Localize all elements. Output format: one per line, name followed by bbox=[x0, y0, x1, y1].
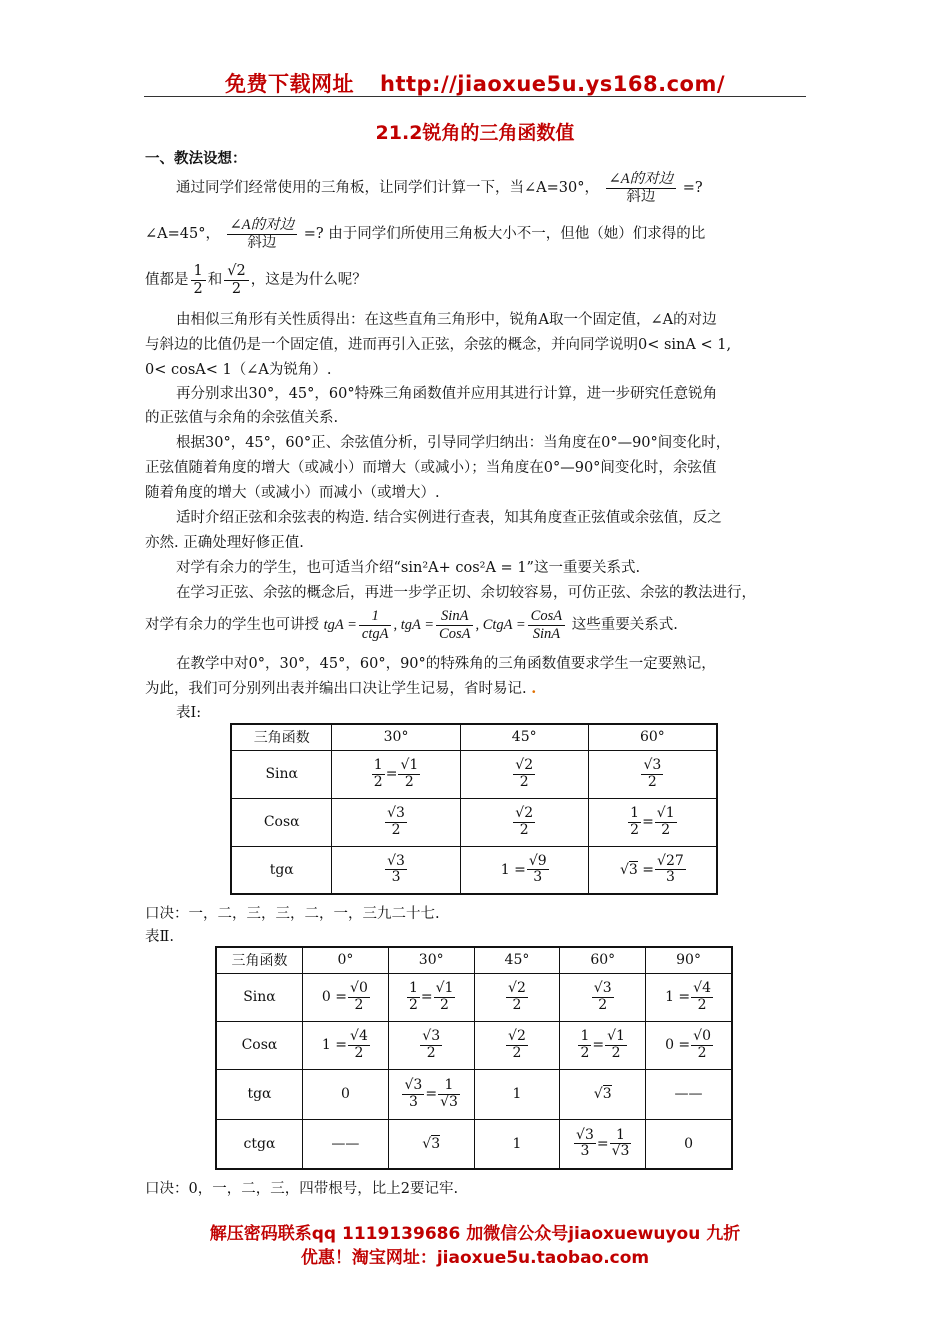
table2-cell: 1 = $\frac{√4}{2}$ bbox=[302, 1021, 388, 1069]
table2-label: 表Ⅱ. bbox=[145, 929, 174, 945]
para1-text-b: =? bbox=[682, 180, 703, 196]
table2-header: 三角函数 bbox=[216, 947, 302, 973]
page-title: 21.2锐角的三角函数值 bbox=[375, 122, 575, 144]
table2-cell: $\frac{√3}{2}$ bbox=[388, 1021, 474, 1069]
table-row bbox=[231, 798, 717, 846]
table1-row-label: Cosα bbox=[231, 798, 332, 846]
header-site-label: 免费下载网址 bbox=[225, 72, 354, 96]
table2-row-label: Sinα bbox=[216, 973, 302, 1021]
table2-header: 30° bbox=[388, 947, 474, 973]
mnemonic2: 口决：0，一，二，三，四带根号，比上2要记牢. bbox=[145, 1181, 459, 1197]
table2-header: 90° bbox=[646, 947, 732, 973]
fraction-one-half: $\frac{1}{2}$ bbox=[191, 263, 206, 297]
table-row bbox=[216, 973, 732, 1021]
fraction-opposite-over-hyp bbox=[606, 171, 677, 205]
table2-cell: √3 bbox=[560, 1069, 646, 1119]
table1-header: 45° bbox=[460, 724, 588, 750]
para5-line1: 适时介绍正弦和余弦表的构造. 结合实例进行查表，知其角度查正弦值或余弦值，反之 bbox=[176, 510, 722, 526]
table2-cell: 0 bbox=[646, 1119, 732, 1169]
para1-and: 和 bbox=[207, 272, 223, 288]
para2-line1: 由相似三角形有关性质得出：在这些直角三角形中，锐角A取一个固定值，∠A的对边 bbox=[176, 312, 717, 328]
para5-line2: 亦然. 正确处理好修正值. bbox=[145, 535, 304, 551]
table1-cell: $\frac{√3}{3}$ bbox=[332, 846, 460, 894]
table2-cell: √3 bbox=[388, 1119, 474, 1169]
table1-cell: $\frac{1}{2}$ = $\frac{√1}{2}$ bbox=[588, 798, 717, 846]
para4-line1: 根据30°，45°，60°正、余弦值分析，引导同学归纳出：当角度在0°—90°间变化时， bbox=[176, 435, 731, 451]
para3-line1: 再分别求出30°，45°，60°特殊三角函数值并应用其进行计算，进一步研究任意锐角 bbox=[176, 386, 718, 402]
table1-cell: 1 = $\frac{√9}{3}$ bbox=[460, 846, 588, 894]
para7-text-b: 对学有余力的学生也可讲授 bbox=[145, 617, 319, 633]
table1-header: 30° bbox=[332, 724, 460, 750]
table1-row-label: Sinα bbox=[231, 750, 332, 798]
table2-row-label: ctgα bbox=[216, 1119, 302, 1169]
table-row bbox=[216, 1069, 732, 1119]
table1-header: 60° bbox=[588, 724, 717, 750]
table-row bbox=[216, 947, 732, 973]
table2-cell: —— bbox=[302, 1119, 388, 1169]
footer-line1: 解压密码联系qq 1119139686 加微信公众号jiaoxuewuyou 九折 bbox=[209, 1224, 741, 1244]
table2 bbox=[215, 946, 733, 1170]
table1-label: 表Ⅰ: bbox=[176, 705, 202, 721]
table2-header: 45° bbox=[474, 947, 560, 973]
table1-row-label: tgα bbox=[231, 846, 332, 894]
frac-den: 斜边 bbox=[626, 188, 656, 205]
table2-cell: $\frac{√2}{2}$ bbox=[474, 1021, 560, 1069]
frac-den: 斜边 bbox=[247, 234, 277, 251]
para7-line2: 对学有余力的学生也可讲授 tgA = $\frac{1}{\text{ctgA}}$ , tgA = $\frac{\text{SinA}}{\text{CosA}}$ , CtgA = $\frac{\text{CosA}}{\text{SinA}}$ 这些重要关系式. bbox=[145, 607, 678, 642]
header-divider bbox=[144, 96, 806, 97]
table2-cell: 0 = $\frac{√0}{2}$ bbox=[646, 1021, 732, 1069]
table1-header: 三角函数 bbox=[231, 724, 332, 750]
table2-header: 0° bbox=[302, 947, 388, 973]
table1-cell: √3 = $\frac{√27}{3}$ bbox=[588, 846, 717, 894]
frac-num: ∠A的对边 bbox=[227, 217, 298, 235]
table-row bbox=[231, 750, 717, 798]
table1-cell: $\frac{√3}{2}$ bbox=[332, 798, 460, 846]
table1-cell: $\frac{√3}{2}$ bbox=[588, 750, 717, 798]
para2-line2: 与斜边的比值仍是一个固定值，进而再引入正弦，余弦的概念，并向同学说明0< sinA < 1, bbox=[145, 337, 732, 353]
para1-text-f: ，这是为什么呢？ bbox=[250, 272, 367, 288]
para6: 对学有余力的学生，也可适当介绍“sin²A+ cos²A = 1”这一重要关系式. bbox=[176, 560, 641, 576]
table2-cell: 1 bbox=[474, 1069, 560, 1119]
table2-cell: $\frac{√3}{3}$ = $\frac{1}{√3}$ bbox=[388, 1069, 474, 1119]
table2-cell: —— bbox=[646, 1069, 732, 1119]
table2-cell: $\frac{√3}{2}$ bbox=[560, 973, 646, 1021]
para1-line1 bbox=[176, 166, 703, 210]
orange-dot: . bbox=[531, 680, 537, 697]
formula-tga: tgA = bbox=[323, 617, 357, 633]
table-row bbox=[231, 846, 717, 894]
table-row bbox=[231, 724, 717, 750]
header-banner bbox=[0, 68, 950, 98]
header-url-link[interactable]: http://jiaoxue5u.ys168.com/ bbox=[380, 72, 725, 96]
table1-cell: $\frac{1}{2}$ = $\frac{√1}{2}$ bbox=[332, 750, 460, 798]
para2-line3: 0< cosA< 1（∠A为锐角）. bbox=[145, 362, 332, 378]
para4-line3: 随着角度的增大（或减小）而减小（或增大）. bbox=[145, 485, 440, 501]
para7-text-c: 这些重要关系式. bbox=[571, 617, 678, 633]
table2-cell: $\frac{1}{2}$ = $\frac{√1}{2}$ bbox=[388, 973, 474, 1021]
fraction-root2-over-2: $\frac{√2}{2}$ bbox=[224, 263, 248, 297]
para1-line3 bbox=[145, 258, 367, 302]
table2-cell: $\frac{√3}{3}$ = $\frac{1}{√3}$ bbox=[560, 1119, 646, 1169]
para1-line2 bbox=[145, 212, 705, 256]
table2-cell: 1 = $\frac{√4}{2}$ bbox=[646, 973, 732, 1021]
table2-header: 60° bbox=[560, 947, 646, 973]
footer-line2: 优惠！淘宝网址：jiaoxue5u.taobao.com bbox=[300, 1248, 650, 1268]
table1-cell: $\frac{√2}{2}$ bbox=[460, 798, 588, 846]
table2-cell: $\frac{1}{2}$ = $\frac{√1}{2}$ bbox=[560, 1021, 646, 1069]
para1-text-c: ∠A=45°， bbox=[145, 226, 220, 242]
para4-line2: 正弦值随着角度的增大（或减小）而增大（或减小）；当角度在0°—90°间变化时，余弦值 bbox=[145, 460, 717, 476]
section-heading: 一、教法设想： bbox=[145, 151, 247, 167]
table2-row-label: Cosα bbox=[216, 1021, 302, 1069]
para8-line1: 在教学中对0°，30°，45°，60°，90°的特殊角的三角函数值要求学生一定要熟记， bbox=[176, 656, 716, 672]
table2-cell: $\frac{√2}{2}$ bbox=[474, 973, 560, 1021]
table2-cell: 0 = $\frac{√0}{2}$ bbox=[302, 973, 388, 1021]
para8-text: 为此，我们可分别列出表并编出口决让学生记易，省时易记. bbox=[145, 681, 527, 697]
mnemonic1: 口决：一，二，三，三，二，一，三九二十七. bbox=[145, 906, 440, 922]
para1-text-e: 值都是 bbox=[145, 272, 189, 288]
table1-cell: $\frac{√2}{2}$ bbox=[460, 750, 588, 798]
frac-num: ∠A的对边 bbox=[606, 171, 677, 189]
para1-text-a: 通过同学们经常使用的三角板，让同学们计算一下，当∠A=30°， bbox=[176, 180, 599, 196]
para7-line1: 在学习正弦、余弦的概念后，再进一步学正切、余切较容易，可仿正弦、余弦的教法进行， bbox=[176, 585, 756, 601]
table1 bbox=[230, 723, 718, 895]
table2-cell: 0 bbox=[302, 1069, 388, 1119]
para8-line2 bbox=[145, 680, 536, 698]
para1-text-d: =? 由于同学们所使用三角板大小不一，但他（她）们求得的比 bbox=[303, 226, 706, 242]
table2-cell: 1 bbox=[474, 1119, 560, 1169]
table-row bbox=[216, 1119, 732, 1169]
table2-row-label: tgα bbox=[216, 1069, 302, 1119]
para3-line2: 的正弦值与余角的余弦值关系. bbox=[145, 410, 339, 426]
table-row bbox=[216, 1021, 732, 1069]
fraction-opposite-over-hyp-2 bbox=[227, 217, 298, 251]
